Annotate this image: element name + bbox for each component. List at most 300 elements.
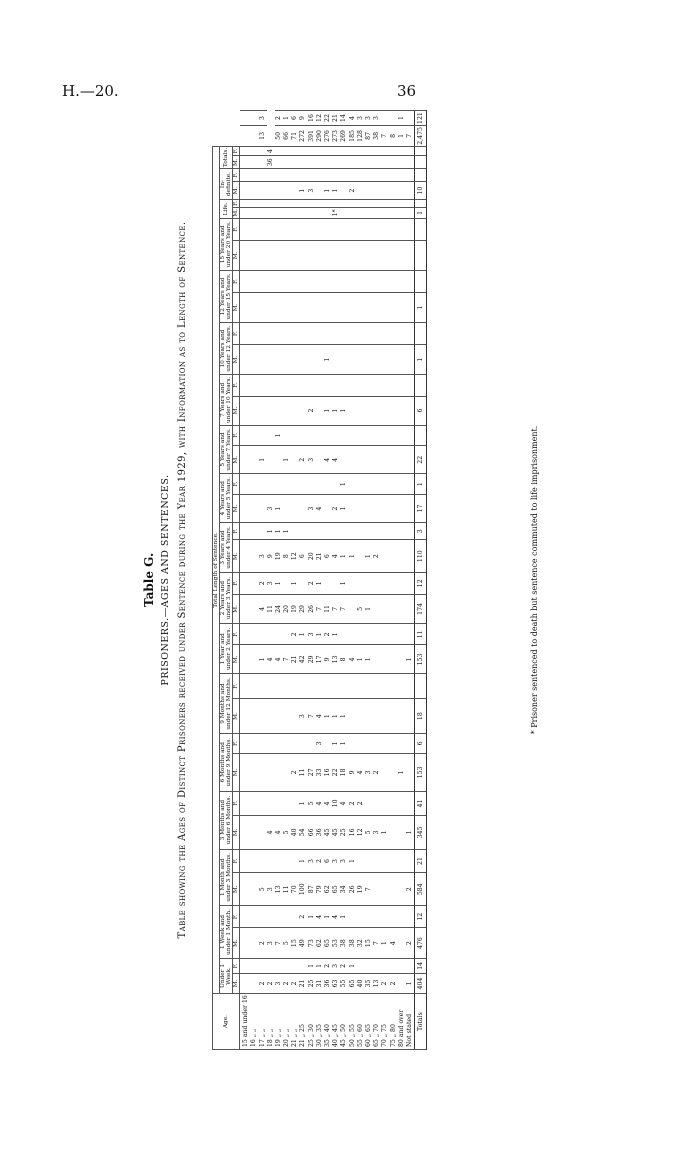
table-row xyxy=(382,111,390,1050)
value-cell xyxy=(382,375,390,396)
value-cell xyxy=(406,906,415,928)
value-cell: 45 xyxy=(324,816,332,849)
value-cell xyxy=(332,572,340,594)
value-cell xyxy=(373,156,381,169)
value-cell: 1 xyxy=(300,849,308,873)
value-cell: 33 xyxy=(316,754,324,792)
sex-header-m: M. xyxy=(233,396,240,425)
value-cell xyxy=(316,293,324,323)
totals-cell xyxy=(415,156,427,169)
value-cell xyxy=(406,111,415,126)
age-cell: 55 „ 60 xyxy=(357,994,365,1050)
value-cell xyxy=(365,674,373,699)
totals-cell: 476 xyxy=(415,928,427,958)
value-cell: 38 xyxy=(373,126,381,147)
column-header: 10 Years and under 12 Years. xyxy=(220,323,233,375)
value-cell: 3 xyxy=(267,928,275,958)
column-header: 3 Months and under 6 Months. xyxy=(220,791,233,849)
value-cell xyxy=(341,375,349,396)
value-cell: 2 xyxy=(308,396,316,425)
value-cell xyxy=(373,345,381,375)
value-cell xyxy=(406,958,415,973)
value-cell xyxy=(240,182,251,200)
totals-cell: 153 xyxy=(415,645,427,674)
value-cell xyxy=(283,375,291,396)
age-cell: 45 „ 50 xyxy=(341,994,349,1050)
value-cell xyxy=(373,146,381,155)
value-cell: 2 xyxy=(373,540,381,572)
value-cell xyxy=(332,240,340,270)
value-cell: 13 xyxy=(332,645,340,674)
value-cell xyxy=(291,494,299,522)
value-cell xyxy=(283,474,291,495)
value-cell xyxy=(283,674,291,699)
value-cell xyxy=(357,270,365,292)
value-cell xyxy=(382,293,390,323)
value-cell xyxy=(251,699,259,733)
value-cell xyxy=(406,624,415,645)
value-cell xyxy=(291,425,299,446)
value-cell xyxy=(382,207,390,218)
value-cell xyxy=(251,111,259,126)
value-cell xyxy=(283,396,291,425)
value-cell xyxy=(406,674,415,699)
value-cell: 2 xyxy=(349,791,357,816)
value-cell: 5 xyxy=(283,928,291,958)
value-cell: 54 xyxy=(300,816,308,849)
value-cell xyxy=(349,494,357,522)
value-cell xyxy=(275,674,283,699)
value-cell xyxy=(357,674,365,699)
value-cell xyxy=(341,624,349,645)
value-cell: 13 xyxy=(259,126,267,147)
value-cell xyxy=(308,474,316,495)
value-cell: 1 xyxy=(300,624,308,645)
value-cell xyxy=(398,375,406,396)
value-cell xyxy=(373,270,381,292)
value-cell xyxy=(308,240,316,270)
value-cell: 185 xyxy=(349,126,357,147)
ages-sentences-table xyxy=(212,110,427,1050)
value-cell xyxy=(406,396,415,425)
value-cell xyxy=(398,345,406,375)
value-cell xyxy=(349,218,357,240)
value-cell xyxy=(251,816,259,849)
sex-header-f: F. xyxy=(233,323,240,345)
value-cell: 1 xyxy=(406,816,415,849)
value-cell xyxy=(251,293,259,323)
value-cell xyxy=(365,240,373,270)
value-cell xyxy=(406,182,415,200)
value-cell: 53 xyxy=(332,928,340,958)
value-cell xyxy=(259,169,267,182)
value-cell: 9 xyxy=(267,540,275,572)
value-cell xyxy=(332,146,340,155)
value-cell: 26 xyxy=(308,594,316,624)
value-cell xyxy=(291,182,299,200)
value-cell: 1 xyxy=(341,572,349,594)
value-cell xyxy=(316,156,324,169)
value-cell xyxy=(283,323,291,345)
value-cell xyxy=(275,182,283,200)
value-cell xyxy=(300,293,308,323)
value-cell xyxy=(251,733,259,753)
value-cell xyxy=(251,624,259,645)
value-cell xyxy=(390,240,398,270)
value-cell xyxy=(398,146,406,155)
value-cell xyxy=(373,523,381,540)
value-cell: 4 xyxy=(316,494,324,522)
value-cell: 5 xyxy=(365,816,373,849)
age-cell: 60 „ 65 xyxy=(365,994,373,1050)
value-cell xyxy=(365,791,373,816)
table-row xyxy=(251,111,259,1050)
value-cell: 21 xyxy=(316,540,324,572)
value-cell xyxy=(275,958,283,973)
value-cell: 1 xyxy=(291,572,299,594)
value-cell: 31 xyxy=(316,973,324,993)
value-cell xyxy=(390,958,398,973)
value-cell xyxy=(300,958,308,973)
value-cell xyxy=(398,973,406,993)
value-cell xyxy=(267,182,275,200)
value-cell xyxy=(373,375,381,396)
value-cell xyxy=(267,849,275,873)
group-header: Total Length of Sentence. xyxy=(213,146,220,993)
value-cell xyxy=(240,594,251,624)
totals-cell xyxy=(415,270,427,292)
value-cell xyxy=(382,873,390,906)
column-header: 7 Years and under 10 Years. xyxy=(220,375,233,425)
value-cell xyxy=(267,733,275,753)
value-cell xyxy=(382,446,390,474)
value-cell xyxy=(283,218,291,240)
age-cell: 75 „ 80 xyxy=(390,994,398,1050)
value-cell: 66 xyxy=(308,816,316,849)
value-cell: 1 xyxy=(382,928,390,958)
value-cell xyxy=(373,200,381,208)
value-cell xyxy=(365,474,373,495)
sex-header-m: M. xyxy=(233,494,240,522)
value-cell xyxy=(357,207,365,218)
value-cell xyxy=(283,240,291,270)
value-cell xyxy=(406,156,415,169)
value-cell xyxy=(398,540,406,572)
value-cell: 6 xyxy=(324,849,332,873)
value-cell xyxy=(357,182,365,200)
column-header: 15 Years and under 20 Years. xyxy=(220,218,233,270)
value-cell: 1 xyxy=(406,645,415,674)
value-cell: 1 xyxy=(365,540,373,572)
value-cell xyxy=(283,146,291,155)
value-cell: 1 xyxy=(349,540,357,572)
value-cell: 1 xyxy=(259,446,267,474)
value-cell xyxy=(365,425,373,446)
value-cell xyxy=(349,474,357,495)
value-cell: 70 xyxy=(291,873,299,906)
value-cell xyxy=(283,182,291,200)
value-cell: 13 xyxy=(373,973,381,993)
column-header: 6 Months and under 9 Months. xyxy=(220,733,233,791)
value-cell xyxy=(259,906,267,928)
value-cell: 1 xyxy=(398,111,406,126)
value-cell: 7 xyxy=(406,126,415,147)
value-cell xyxy=(240,207,251,218)
value-cell xyxy=(267,624,275,645)
value-cell xyxy=(251,396,259,425)
age-cell: 17 „ „ xyxy=(259,994,267,1050)
value-cell: 22 xyxy=(332,754,340,792)
sex-header-f: F. xyxy=(233,425,240,446)
value-cell xyxy=(240,474,251,495)
value-cell: 2 xyxy=(308,572,316,594)
value-cell xyxy=(332,375,340,396)
value-cell xyxy=(382,540,390,572)
totals-cell: 14 xyxy=(415,958,427,973)
table-row xyxy=(341,111,349,1050)
value-cell xyxy=(357,396,365,425)
value-cell: 4 xyxy=(267,816,275,849)
value-cell: 22 xyxy=(324,111,332,126)
value-cell xyxy=(251,126,259,147)
value-cell xyxy=(300,240,308,270)
value-cell xyxy=(373,733,381,753)
value-cell xyxy=(373,624,381,645)
value-cell xyxy=(275,323,283,345)
value-cell xyxy=(283,733,291,753)
age-cell: 25 „ 30 xyxy=(308,994,316,1050)
value-cell: 1 xyxy=(332,624,340,645)
value-cell xyxy=(373,446,381,474)
value-cell: 8 xyxy=(283,540,291,572)
value-cell xyxy=(300,674,308,699)
table-row xyxy=(357,111,365,1050)
value-cell xyxy=(349,572,357,594)
value-cell xyxy=(240,873,251,906)
value-cell xyxy=(341,200,349,208)
sex-header-m: M. xyxy=(233,345,240,375)
value-cell xyxy=(300,523,308,540)
value-cell: 1 xyxy=(316,958,324,973)
value-cell: 2 xyxy=(332,494,340,522)
value-cell: 2 xyxy=(300,906,308,928)
value-cell xyxy=(267,446,275,474)
value-cell xyxy=(390,594,398,624)
value-cell xyxy=(398,446,406,474)
value-cell xyxy=(316,323,324,345)
value-cell: 10 xyxy=(332,791,340,816)
value-cell xyxy=(308,674,316,699)
totals-cell: 1 xyxy=(415,207,427,218)
value-cell: 1 xyxy=(357,645,365,674)
value-cell: 87 xyxy=(308,873,316,906)
value-cell: 1 xyxy=(275,572,283,594)
value-cell xyxy=(390,733,398,753)
sex-header-m: M. xyxy=(233,156,240,169)
value-cell: 18 xyxy=(341,754,349,792)
sex-header-m: M. xyxy=(233,754,240,792)
value-cell: 7 xyxy=(332,594,340,624)
value-cell xyxy=(259,146,267,155)
value-cell: 4 xyxy=(332,906,340,928)
table-subtitle: PRISONERS.—AGES AND SENTENCES. xyxy=(160,474,171,686)
value-cell xyxy=(398,523,406,540)
value-cell: 15 xyxy=(365,928,373,958)
value-cell xyxy=(275,146,283,155)
value-cell xyxy=(390,624,398,645)
table-row xyxy=(267,111,275,1050)
value-cell xyxy=(398,572,406,594)
totals-cell: 41 xyxy=(415,791,427,816)
value-cell xyxy=(382,240,390,270)
value-cell xyxy=(267,270,275,292)
value-cell: 5 xyxy=(357,594,365,624)
value-cell xyxy=(382,624,390,645)
value-cell xyxy=(373,323,381,345)
value-cell xyxy=(382,572,390,594)
value-cell xyxy=(332,674,340,699)
value-cell: 4 xyxy=(316,699,324,733)
value-cell xyxy=(251,182,259,200)
value-cell xyxy=(373,791,381,816)
value-cell xyxy=(240,200,251,208)
value-cell xyxy=(283,791,291,816)
table-row xyxy=(259,111,267,1050)
value-cell: 42 xyxy=(300,645,308,674)
totals-cell: 121 xyxy=(415,111,427,126)
value-cell: 1 xyxy=(275,523,283,540)
value-cell: 19 xyxy=(275,540,283,572)
value-cell xyxy=(390,218,398,240)
value-cell xyxy=(406,218,415,240)
value-cell xyxy=(382,699,390,733)
value-cell xyxy=(275,446,283,474)
column-header: Totals. xyxy=(220,146,233,168)
value-cell xyxy=(259,396,267,425)
column-header: 1 Month and under 3 Months. xyxy=(220,849,233,906)
value-cell: 12 xyxy=(291,540,299,572)
value-cell: 1 xyxy=(324,906,332,928)
value-cell: 2 xyxy=(373,754,381,792)
value-cell xyxy=(390,169,398,182)
value-cell xyxy=(373,182,381,200)
value-cell xyxy=(291,293,299,323)
value-cell: 1 xyxy=(316,624,324,645)
value-cell xyxy=(390,906,398,928)
value-cell xyxy=(316,446,324,474)
value-cell xyxy=(259,791,267,816)
value-cell xyxy=(275,345,283,375)
age-cell: 35 „ 40 xyxy=(324,994,332,1050)
value-cell xyxy=(373,425,381,446)
value-cell xyxy=(390,293,398,323)
value-cell xyxy=(275,396,283,425)
value-cell xyxy=(283,572,291,594)
value-cell xyxy=(332,425,340,446)
totals-cell: 3 xyxy=(415,523,427,540)
age-cell: 15 and under 16 xyxy=(240,994,251,1050)
value-cell xyxy=(382,849,390,873)
value-cell xyxy=(349,200,357,208)
value-cell xyxy=(300,494,308,522)
totals-cell xyxy=(415,375,427,396)
value-cell xyxy=(341,674,349,699)
totals-label: Totals xyxy=(415,994,427,1050)
value-cell xyxy=(308,169,316,182)
totals-cell: 22 xyxy=(415,446,427,474)
value-cell xyxy=(398,674,406,699)
value-cell: 1 xyxy=(332,396,340,425)
value-cell: 29 xyxy=(300,594,308,624)
value-cell: 11 xyxy=(267,594,275,624)
value-cell: 73 xyxy=(308,928,316,958)
value-cell xyxy=(251,928,259,958)
value-cell: 6 xyxy=(324,540,332,572)
value-cell xyxy=(259,323,267,345)
value-cell xyxy=(357,169,365,182)
value-cell xyxy=(259,425,267,446)
value-cell: 5 xyxy=(259,873,267,906)
sex-header-m: M. xyxy=(233,293,240,323)
table-row xyxy=(332,111,340,1050)
value-cell xyxy=(382,523,390,540)
value-cell xyxy=(308,218,316,240)
value-cell: 1 xyxy=(349,849,357,873)
value-cell: 3 xyxy=(332,958,340,973)
value-cell: 63 xyxy=(332,973,340,993)
table-row xyxy=(316,111,324,1050)
value-cell xyxy=(291,323,299,345)
value-cell: 3 xyxy=(373,111,381,126)
value-cell xyxy=(240,375,251,396)
value-cell xyxy=(251,207,259,218)
value-cell xyxy=(382,270,390,292)
value-cell xyxy=(373,474,381,495)
value-cell xyxy=(267,674,275,699)
value-cell: 40 xyxy=(291,816,299,849)
value-cell: 36 xyxy=(324,973,332,993)
value-cell xyxy=(251,572,259,594)
value-cell xyxy=(300,425,308,446)
value-cell xyxy=(398,396,406,425)
value-cell xyxy=(300,218,308,240)
value-cell xyxy=(308,375,316,396)
value-cell xyxy=(398,958,406,973)
value-cell xyxy=(316,207,324,218)
value-cell: 1 xyxy=(324,182,332,200)
value-cell xyxy=(291,200,299,208)
value-cell xyxy=(259,958,267,973)
value-cell xyxy=(275,474,283,495)
value-cell xyxy=(267,474,275,495)
totals-cell: 12 xyxy=(415,572,427,594)
table-caption: Table showing the Ages of Distinct Prisoners received under Sentence during the Year 1929, with Information as to Length of Sentence. xyxy=(177,221,188,939)
value-cell xyxy=(240,425,251,446)
value-cell xyxy=(251,494,259,522)
value-cell xyxy=(349,240,357,270)
value-cell xyxy=(357,200,365,208)
value-cell xyxy=(283,200,291,208)
value-cell xyxy=(357,345,365,375)
value-cell xyxy=(267,958,275,973)
value-cell xyxy=(406,240,415,270)
value-cell: 2 xyxy=(324,624,332,645)
value-cell xyxy=(308,270,316,292)
value-cell xyxy=(382,218,390,240)
value-cell xyxy=(240,733,251,753)
value-cell xyxy=(275,169,283,182)
value-cell: 1 xyxy=(332,733,340,753)
